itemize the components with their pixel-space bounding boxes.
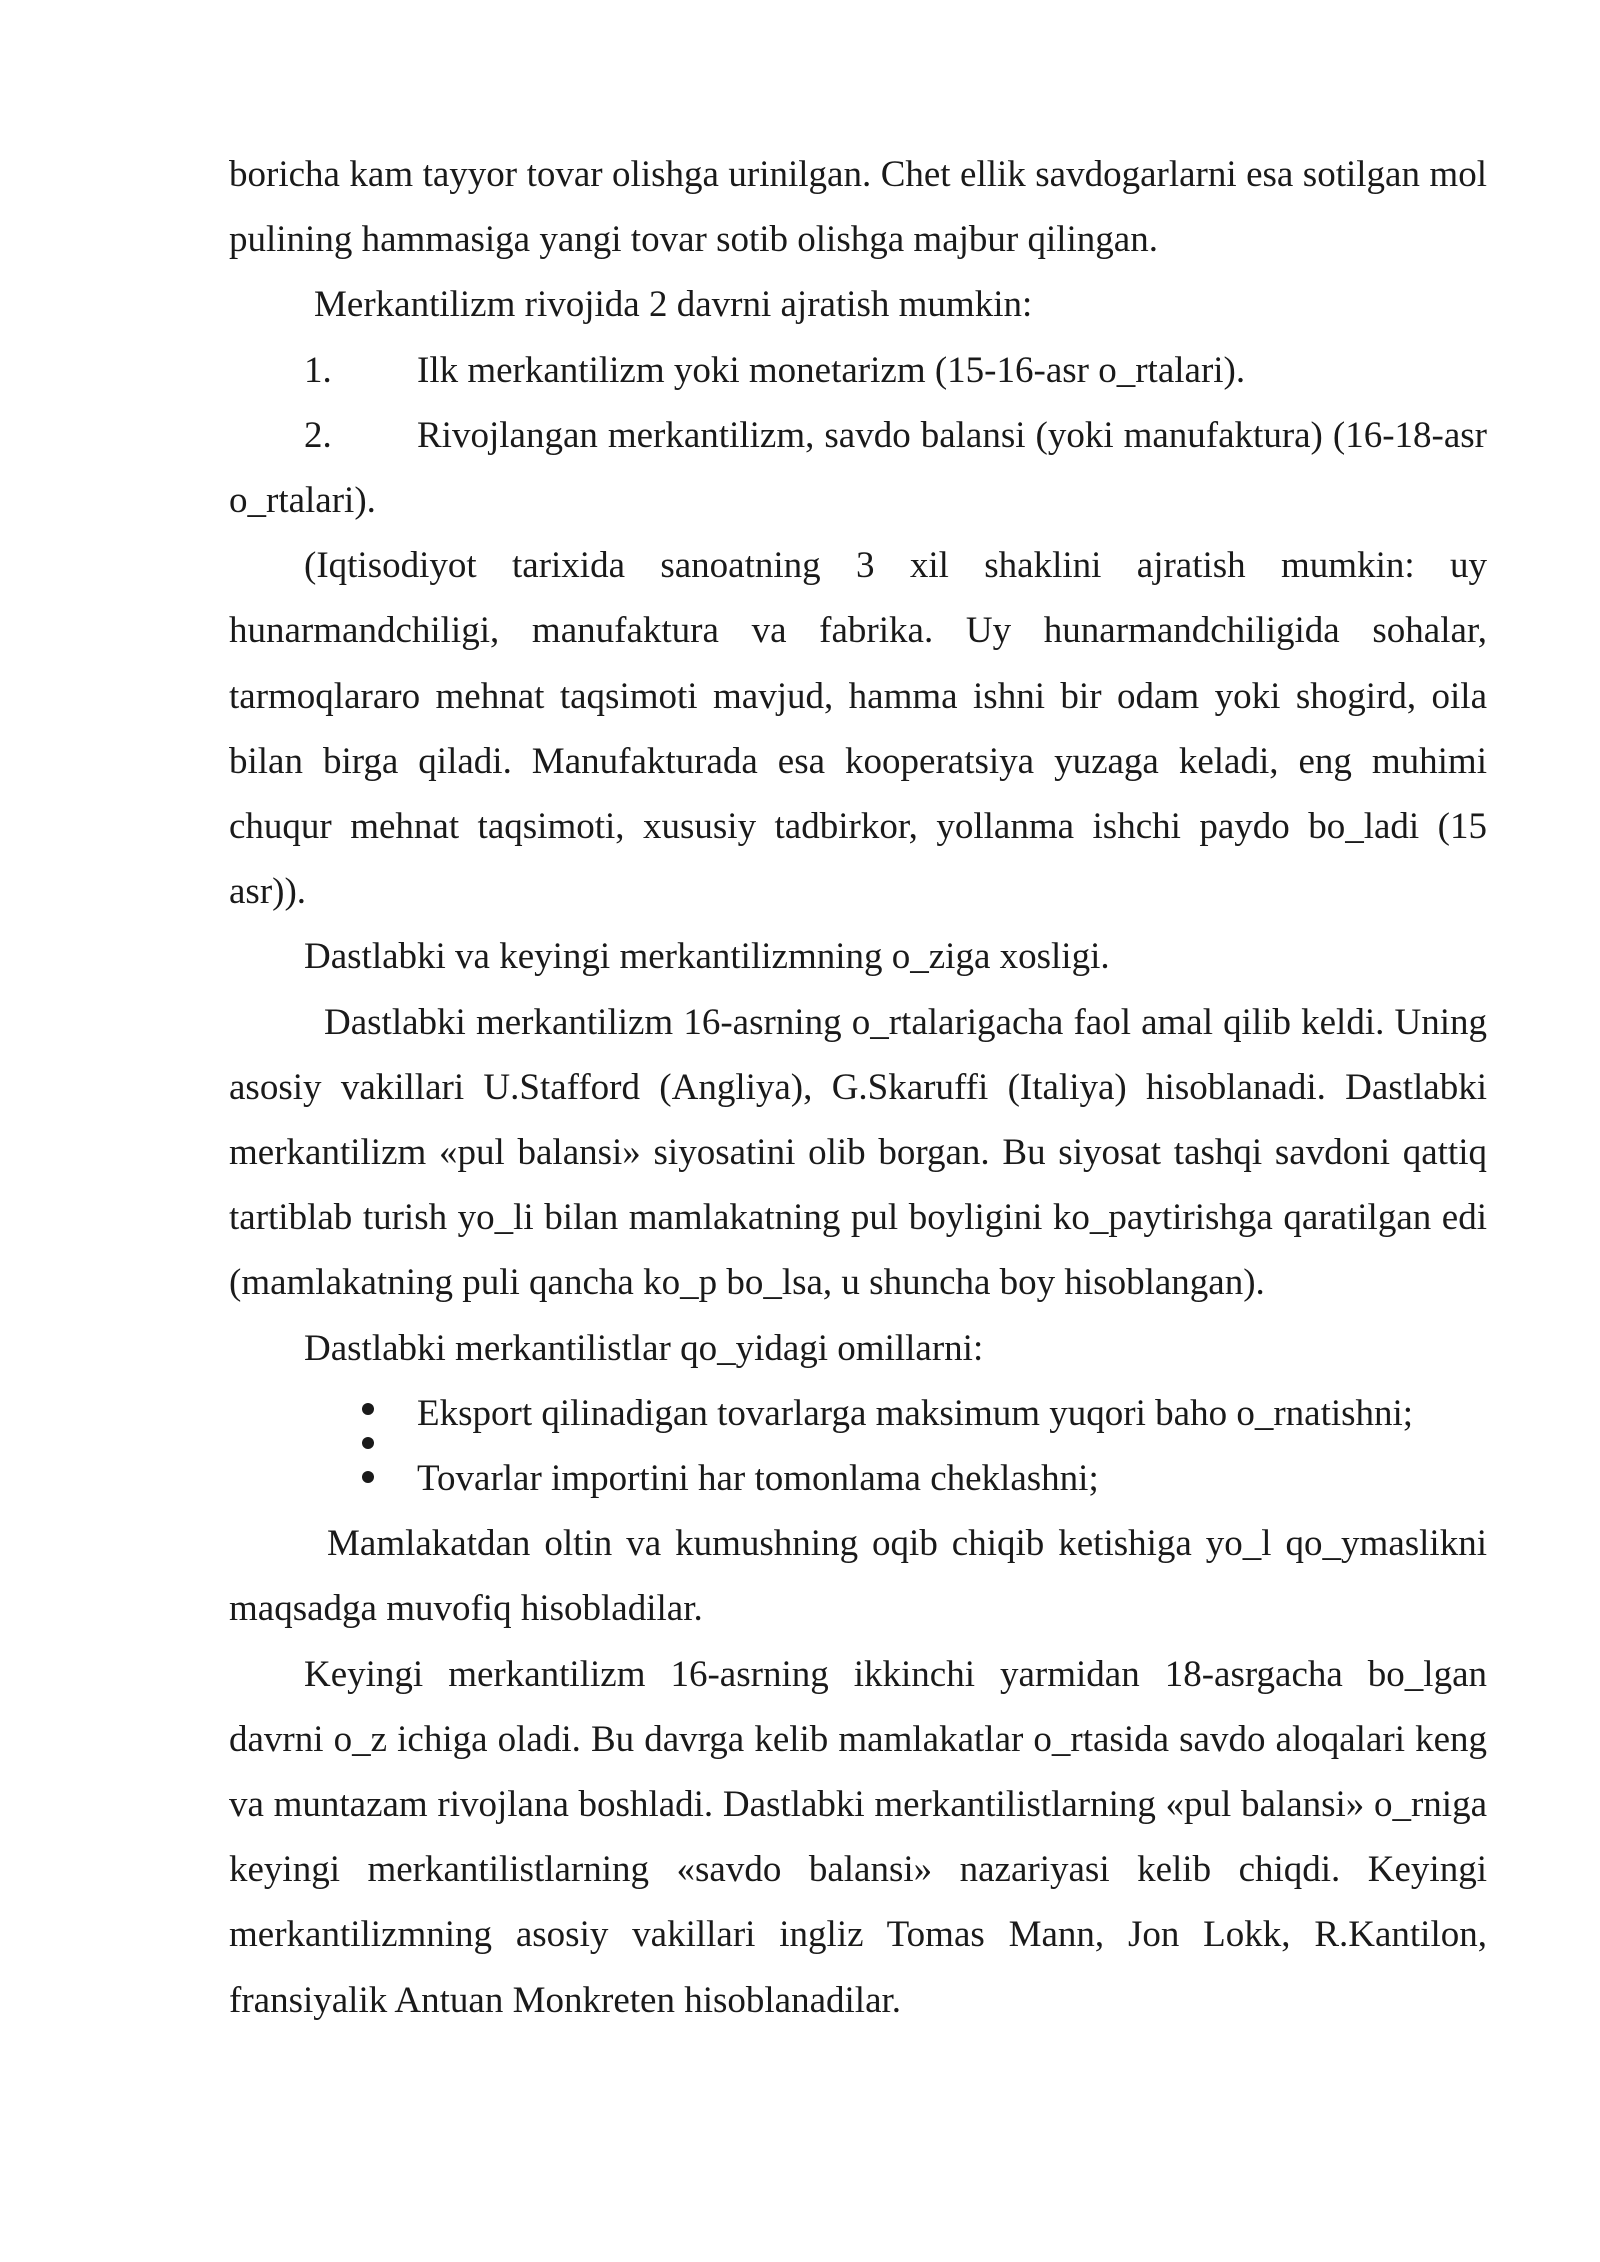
numbered-item-2 [229,403,1487,533]
item-text: Rivojlangan merkantilizm, savdo balansi (yoki manufaktura) (16-18-asr o_rtalari). [229,414,1487,522]
paragraph-early-mercantilism: Dastlabki merkantilizm 16-asrning o_rtalarigacha faol amal qilib keldi. Uning asosiy vakillari U.Stafford (Angliya), G.Skaruffi (Italiya) hisoblanadi. Dastlabki merkantilizm «pul balansi» siyosatini olib borgan. Bu siyosat tashqi savdoni qattiq tartiblab turish yo_li bilan mamlakatning pul boyligini ko_paytirishga qaratilgan edi (mamlakatning puli qancha ko_p bo_lsa, u shuncha boy hisoblangan). [229,1001,1487,1304]
item-number: 1. [304,349,332,391]
paragraph-factors-intro: Dastlabki merkantilistlar qo_yidagi omillarni: [304,1327,984,1369]
paragraph-continuation: boricha kam tayyor tovar olishga urinilgan. Chet ellik savdogarlarni esa sotilgan mol pulining hammasiga yangi tovar sotib olishga majbur qilingan. [229,154,1487,261]
paragraph-periods-intro: Merkantilizm rivojida 2 davrni ajratish mumkin: [314,284,1033,326]
bullet-list [229,1381,1487,1511]
bullet-dot-icon [362,1437,374,1449]
document-body [229,142,1487,2033]
paragraph-conclusion: Mamlakatdan oltin va kumushning oqib chiqib ketishiga yo_l qo_ymaslikni maqsadga muvofiq hisobladilar. [229,1523,1487,1630]
bullet-item-2: Tovarlar importini har tomonlama cheklashni; [417,1458,1099,1500]
item-number: 2. [304,414,332,456]
paragraph-later-mercantilism: Keyingi merkantilizm 16-asrning ikkinchi yarmidan 18-asrgacha bo_lgan davrni o_z ichiga oladi. Bu davrga kelib mamlakatlar o_rtasida savdo aloqalari keng va muntazam rivojlana boshladi. Dastlabki merkantilistlarning «pul balansi» o_rniga keyingi merkantilistlarning «savdo balansi» nazariyasi kelib chiqdi. Keyingi merkantilizmning asosiy vakillari ingliz Tomas Mann, Jon Lokk, R.Kantilon, fransiyalik Antuan Monkreten hisoblanadilar. [229,1653,1487,2021]
paragraph-subheading: Dastlabki va keyingi merkantilizmning o_ziga xosligi. [304,936,1110,978]
bullet-item-1: Eksport qilinadigan tovarlarga maksimum yuqori baho o_rnatishni; [417,1392,1414,1434]
bullet-dot-icon [362,1471,374,1483]
item-text: Ilk merkantilizm yoki monetarizm (15-16-asr o_rtalari). [417,349,1246,391]
paragraph-industry-forms: (Iqtisodiyot tarixida sanoatning 3 xil shaklini ajratish mumkin: uy hunarmandchiligi, manufaktura va fabrika. Uy hunarmandchiligida sohalar, tarmoqlararo mehnat taqsimoti mavjud, hamma ishni bir odam yoki shogird, oila bilan birga qiladi. Manufakturada esa kooperatsiya yuzaga keladi, eng muhimi chuqur mehnat taqsimoti, xususiy tadbirkor, yollanma ishchi paydo bo_ladi (15 asr)). [229,545,1487,913]
numbered-item-1 [229,338,1487,403]
bullet-dot-icon [362,1403,374,1415]
